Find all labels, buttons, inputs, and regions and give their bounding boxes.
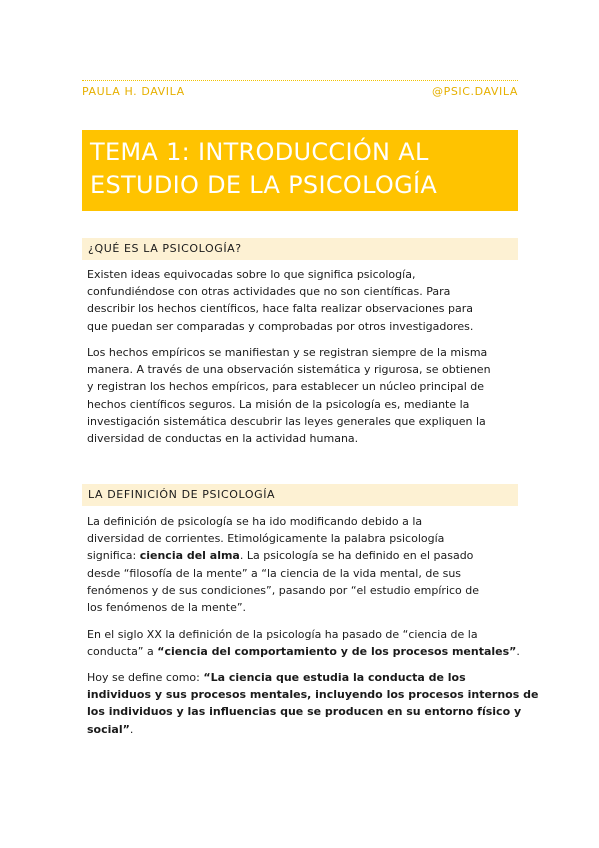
text-line bbox=[87, 547, 515, 564]
bold-quote: “ciencia del comportamiento y de los procesos mentales” bbox=[157, 645, 517, 659]
text-line: hechos científicos seguros. La misión de la psicología es, mediante la bbox=[87, 397, 470, 411]
text-run: . bbox=[129, 722, 134, 736]
paragraph-5 bbox=[87, 669, 539, 738]
text-line: confundiéndose con otras actividades que no son científicas. Para bbox=[87, 285, 451, 299]
text-run: conducta” a bbox=[87, 645, 158, 659]
text-line: diversidad de corrientes. Etimológicamente la palabra psicología bbox=[87, 532, 445, 546]
text-line: fenómenos y de sus condiciones”, pasando por “el estudio empírico de bbox=[87, 583, 480, 597]
paragraph-1 bbox=[87, 266, 515, 335]
text-line: describir los hechos científicos, hace falta realizar observaciones para bbox=[87, 302, 473, 316]
text-run: . bbox=[516, 645, 520, 659]
text-run: significa: bbox=[87, 549, 140, 563]
title-line-2: ESTUDIO DE LA PSICOLOGÍA bbox=[90, 171, 438, 199]
text-line: La definición de psicología se ha ido modificando debido a la bbox=[87, 515, 423, 528]
section-heading-que-es: ¿QUÉ ES LA PSICOLOGÍA? bbox=[82, 238, 518, 260]
text-line: manera. A través de una observación sistemática y rigurosa, se obtienen bbox=[87, 363, 491, 377]
section-heading-definicion: LA DEFINICIÓN DE PSICOLOGÍA bbox=[82, 484, 518, 506]
text-line: diversidad de conductas en la actividad humana. bbox=[87, 432, 359, 446]
bold-definition: “La ciencia que estudia la conducta de los bbox=[203, 671, 466, 684]
bold-definition-end: social” bbox=[87, 722, 130, 736]
text-line: que puedan ser comparadas y comprobadas por otros investigadores. bbox=[87, 319, 474, 333]
text-line bbox=[87, 643, 520, 660]
text-line: investigación sistemática descubrir las leyes generales que expliquen la bbox=[87, 414, 486, 428]
text-line: los individuos y las influencias que se producen en su entorno físico y bbox=[87, 705, 522, 719]
paragraph-2 bbox=[87, 344, 515, 447]
page-title bbox=[82, 130, 518, 211]
text-line bbox=[87, 721, 515, 738]
paragraph-3 bbox=[87, 513, 515, 616]
author-name: PAULA H. DAVILA bbox=[82, 85, 185, 98]
paragraph-4 bbox=[87, 626, 520, 660]
text-line: desde “filosofía de la mente” a “la ciencia de la vida mental, de sus bbox=[87, 566, 462, 580]
text-line: individuos y sus procesos mentales, incluyendo los procesos internos de bbox=[87, 688, 539, 702]
text-line: Existen ideas equivocadas sobre lo que significa psicología, bbox=[87, 268, 416, 281]
text-run: . La psicología se ha definido en el pasado bbox=[239, 549, 474, 563]
text-line bbox=[87, 669, 515, 686]
bold-term: ciencia del alma bbox=[139, 549, 240, 563]
text-line: Los hechos empíricos se manifiestan y se registran siempre de la misma bbox=[87, 346, 488, 359]
title-line-1: TEMA 1: INTRODUCCIÓN AL bbox=[90, 138, 429, 166]
text-line: y registran los hechos empíricos, para establecer un núcleo principal de bbox=[87, 380, 485, 394]
text-line: los fenómenos de la mente”. bbox=[87, 601, 247, 615]
text-run: Hoy se define como: bbox=[87, 671, 204, 684]
page-header bbox=[82, 80, 518, 98]
social-handle: @PSIC.DAVILA bbox=[431, 85, 518, 98]
text-line: En el siglo XX la definición de la psicología ha pasado de “ciencia de la bbox=[87, 628, 478, 641]
